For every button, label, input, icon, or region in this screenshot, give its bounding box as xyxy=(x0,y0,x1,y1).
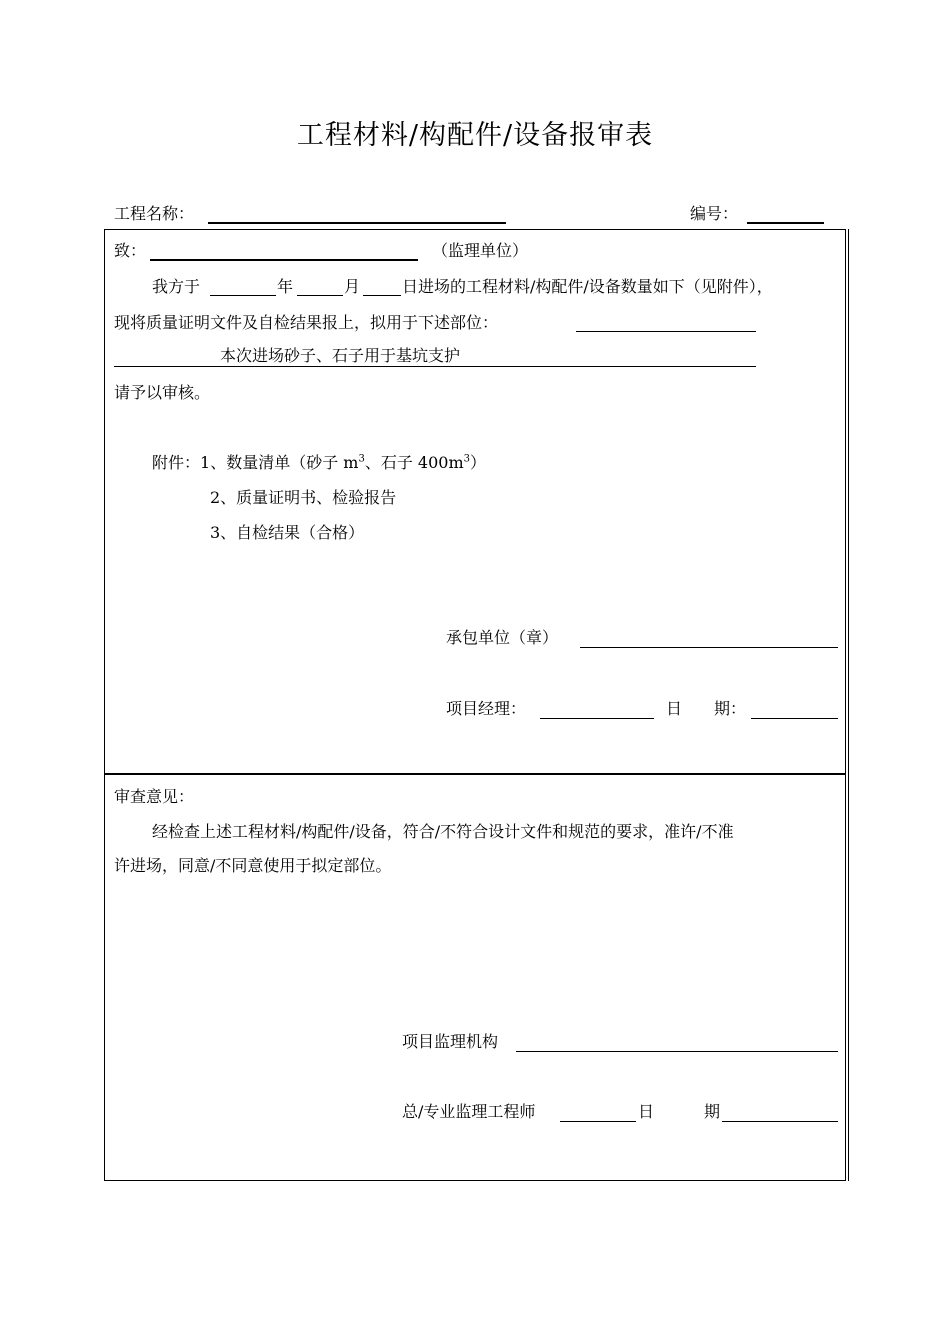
contractor-label: 承包单位（章） xyxy=(446,628,559,647)
date-field-1[interactable] xyxy=(751,718,838,719)
year-label: 年 xyxy=(277,277,294,296)
day-field[interactable] xyxy=(363,295,401,296)
line1-prefix: 我方于 xyxy=(152,277,201,296)
to-suffix: （监理单位） xyxy=(432,241,529,260)
year-field[interactable] xyxy=(210,295,276,296)
location-field-1[interactable] xyxy=(576,331,756,332)
number-label: 编号： xyxy=(690,204,739,223)
month-label: 月 xyxy=(344,277,361,296)
agency-label: 项目监理机构 xyxy=(402,1032,499,1051)
pm-label: 项目经理： xyxy=(446,699,527,718)
to-field[interactable] xyxy=(150,259,418,261)
attachment-2: 2、质量证明书、检验报告 xyxy=(210,488,397,507)
engineer-field[interactable] xyxy=(560,1121,636,1122)
review-date-period: 期 xyxy=(704,1102,721,1121)
agency-field[interactable] xyxy=(516,1051,838,1052)
attachment-1: 附件：1、数量清单（砂子 $m^3$、石子 $400m^3$） xyxy=(152,453,487,472)
project-name-field[interactable] xyxy=(208,222,506,224)
review-date-day: 日 xyxy=(638,1102,655,1121)
line1-suffix: 日进场的工程材料/构配件/设备数量如下（见附件）， xyxy=(402,277,773,296)
number-field[interactable] xyxy=(747,222,824,224)
line4-text: 请予以审核。 xyxy=(114,383,211,402)
page-title: 工程材料/构配件/设备报审表 xyxy=(296,120,654,151)
section-divider xyxy=(104,773,846,775)
date-period-label: 期： xyxy=(714,699,747,718)
engineer-label: 总/专业监理工程师 xyxy=(402,1102,536,1121)
line2-text: 现将质量证明文件及自检结果报上，拟用于下述部位： xyxy=(114,313,499,332)
review-text-2: 许进场，同意/不同意使用于拟定部位。 xyxy=(114,856,392,875)
to-label: 致： xyxy=(114,241,147,260)
month-field[interactable] xyxy=(297,295,343,296)
date-day-label: 日 xyxy=(666,699,683,718)
project-name-label: 工程名称： xyxy=(114,204,195,223)
form-frame-edge xyxy=(848,229,849,1181)
attachment-3: 3、自检结果（合格） xyxy=(210,523,365,542)
pm-field[interactable] xyxy=(540,718,654,719)
usage-location: 本次进场砂子、石子用于基坑支护 xyxy=(220,346,461,365)
review-label: 审查意见： xyxy=(114,787,195,806)
review-date-field[interactable] xyxy=(722,1121,838,1122)
review-text-1: 经检查上述工程材料/构配件/设备，符合/不符合设计文件和规范的要求，准许/不准 xyxy=(152,822,734,841)
contractor-field[interactable] xyxy=(580,647,838,648)
